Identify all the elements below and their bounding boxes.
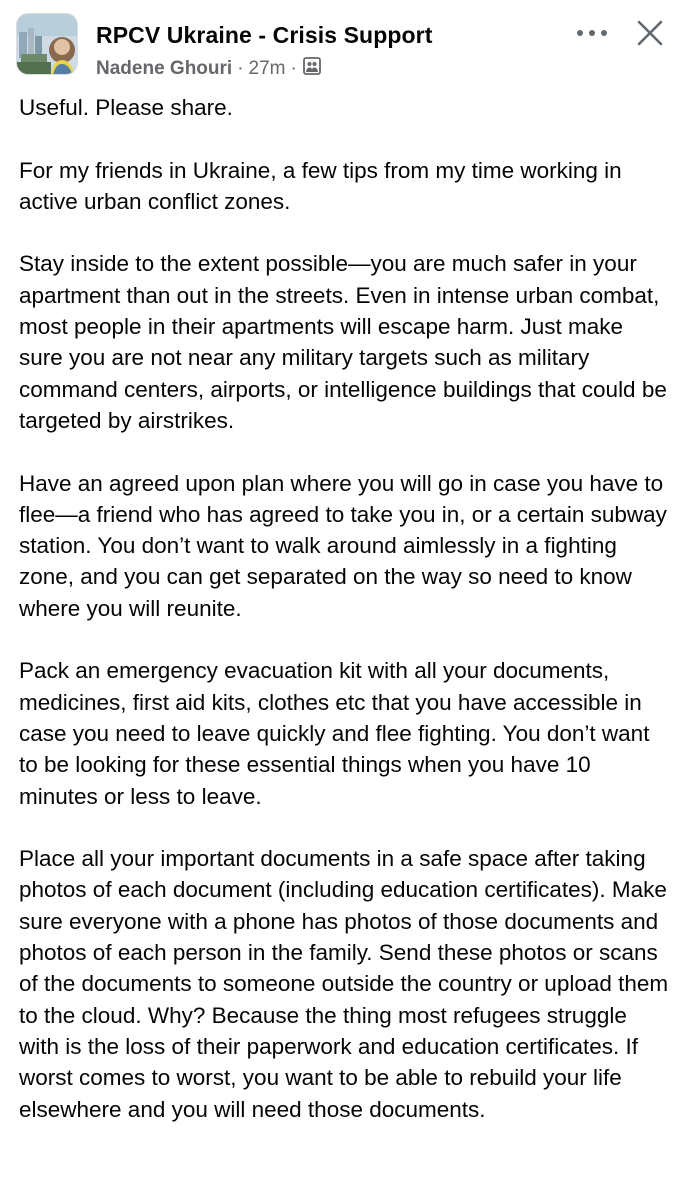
post-paragraph: Useful. Please share. <box>19 95 233 120</box>
post-paragraph: Stay inside to the extent possible—you are much safer in your apartment than out in the streets. Even in intense urban combat, most people in their apartments will escape harm. Just make sure you are not near any military targets such as military command centers, airports, or intelligence buildings that could be targeted by airstrikes. <box>19 251 667 433</box>
more-options-button[interactable] <box>572 18 612 48</box>
post-meta <box>96 57 321 81</box>
post-paragraph: Have an agreed upon plan where you will go in case you have to flee—a friend who has agreed to take you in, or a certain subway station. You don’t want to walk around aimlessly in a fighting zone, and you can get separated on the way so need to know where you will reunite. <box>19 470 667 621</box>
group-avatar-image <box>17 14 78 75</box>
meta-separator: · <box>290 58 297 79</box>
author-name[interactable]: Nadene Ghouri <box>96 58 233 79</box>
post-header <box>0 0 681 92</box>
group-avatar[interactable] <box>16 13 78 75</box>
close-icon <box>637 20 663 46</box>
post-paragraph: For my friends in Ukraine, a few tips from my time working in active urban conflict zones. <box>19 157 622 214</box>
group-name[interactable]: RPCV Ukraine - Crisis Support <box>96 22 433 48</box>
more-dots-icon <box>576 29 608 37</box>
post-body <box>19 92 669 1156</box>
meta-separator: · <box>237 58 244 79</box>
post-time[interactable]: 27m <box>248 58 286 79</box>
close-button[interactable] <box>628 13 672 53</box>
post-paragraph: Pack an emergency evacuation kit with all your documents, medicines, first aid kits, clothes etc that you have accessible in case you need to leave quickly and flee fighting. You don’t want to be looking for these essential things when you have 10 minutes or less to leave. <box>19 658 650 809</box>
group-members-icon <box>303 57 321 81</box>
post-paragraph: Place all your important documents in a safe space after taking photos of each document (including education certificates). Make sure everyone with a phone has photos of those documents and photos of each person in the family. Send these photos or scans of the documents to someone outside the country or upload them to the cloud. Why? Because the thing most refugees struggle with is the loss of their paperwork and education certificates. If worst comes to worst, you want to be able to rebuild your life elsewhere and you will need those documents. <box>19 846 669 1122</box>
